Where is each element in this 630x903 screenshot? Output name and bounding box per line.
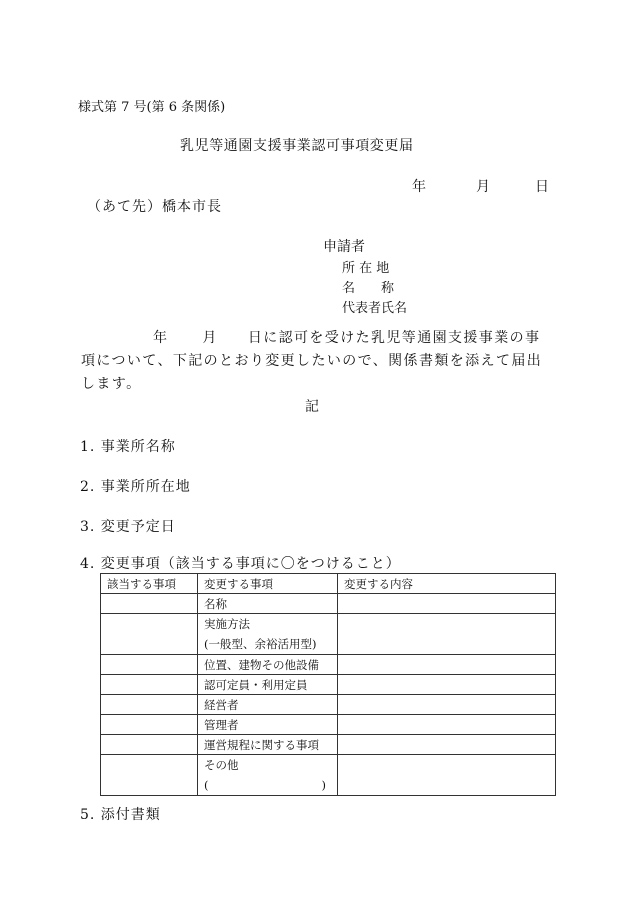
applicable-cell[interactable] [101, 755, 198, 796]
section-2: 2. 事業所所在地 [80, 479, 191, 495]
item-cell: 運営規程に関する事項 [198, 735, 338, 755]
header-applicable: 該当する事項 [101, 574, 198, 594]
item-line1: その他 [204, 758, 239, 772]
other-paren [204, 775, 326, 795]
applicable-cell[interactable] [101, 695, 198, 715]
body-text-line1: 日に認可を受けた乳児等通園支援事業の事 [247, 330, 541, 346]
content-cell[interactable] [338, 594, 556, 614]
section-5: 5. 添付書類 [80, 807, 161, 823]
paren-close: ) [321, 778, 326, 792]
table-row [101, 594, 556, 614]
applicable-cell[interactable] [101, 715, 198, 735]
table-row [101, 715, 556, 735]
section-1: 1. 事業所名称 [80, 439, 176, 455]
content-cell[interactable] [338, 614, 556, 655]
paren-open: ( [204, 778, 209, 792]
item-line1: 実施方法 [204, 617, 250, 631]
item-cell: 管理者 [198, 715, 338, 735]
addressee: （あて先）橋本市長 [87, 199, 222, 215]
change-items-table [100, 573, 556, 796]
table-row [101, 755, 556, 796]
applicable-cell[interactable] [101, 655, 198, 675]
item-cell: 位置、建物その他設備 [198, 655, 338, 675]
content-cell[interactable] [338, 655, 556, 675]
body-text-rest: 項について、下記のとおり変更したいので、関係書類を添えて届出します。 [81, 353, 543, 392]
applicant-heading: 申請者 [323, 239, 365, 255]
table-row [101, 614, 556, 655]
applicant-address-label: 所 在 地 [342, 261, 390, 276]
content-cell[interactable] [338, 695, 556, 715]
applicable-cell[interactable] [101, 614, 198, 655]
applicable-cell[interactable] [101, 735, 198, 755]
section-4: 4. 変更事項（該当する事項に〇をつけること） [80, 556, 401, 572]
ki-heading: 記 [305, 399, 319, 415]
table-row [101, 675, 556, 695]
item-cell [198, 755, 338, 796]
item-cell: 認可定員・利用定員 [198, 675, 338, 695]
section-3: 3. 変更予定日 [80, 519, 176, 535]
table-row [101, 655, 556, 675]
content-cell[interactable] [338, 755, 556, 796]
applicant-representative-label: 代表者氏名 [342, 301, 408, 316]
header-item: 変更する事項 [198, 574, 338, 594]
body-paragraph [81, 327, 551, 396]
item-line2: (一般型、余裕活用型) [204, 637, 317, 651]
date-day-label: 日 [535, 179, 549, 195]
table-row [101, 695, 556, 715]
content-cell[interactable] [338, 675, 556, 695]
applicable-cell[interactable] [101, 594, 198, 614]
date-month-label: 月 [476, 179, 490, 195]
form-number: 様式第 7 号(第 6 条関係) [78, 100, 226, 115]
table-row [101, 735, 556, 755]
item-cell: 経営者 [198, 695, 338, 715]
header-content: 変更する内容 [338, 574, 556, 594]
document-title: 乳児等通園支援事業認可事項変更届 [180, 138, 414, 154]
body-month: 月 [202, 330, 218, 346]
applicant-name-label: 名 称 [342, 281, 395, 296]
applicable-cell[interactable] [101, 675, 198, 695]
item-cell [198, 614, 338, 655]
content-cell[interactable] [338, 735, 556, 755]
body-year: 年 [153, 330, 169, 346]
table-header-row [101, 574, 556, 594]
content-cell[interactable] [338, 715, 556, 735]
date-year-label: 年 [412, 179, 426, 195]
item-cell: 名称 [198, 594, 338, 614]
